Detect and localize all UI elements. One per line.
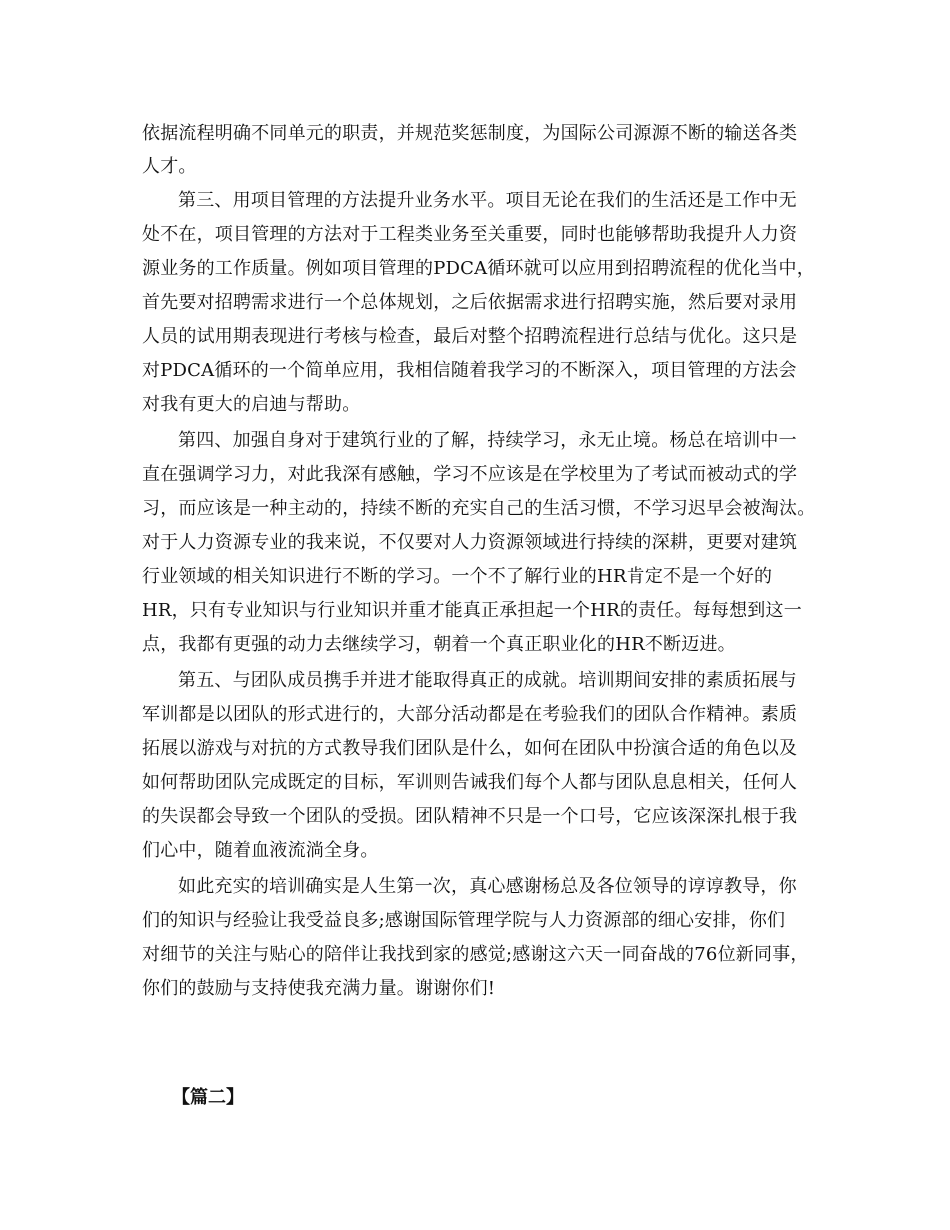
paragraph-line: 你们的鼓励与支持使我充满力量。谢谢你们! xyxy=(142,978,496,999)
paragraph-line: 们的知识与经验让我受益良多;感谢国际管理学院与人力资源部的细心安排，你们 xyxy=(142,910,786,931)
paragraph-line: 习，而应该是一种主动的，持续不断的充实自己的生活习惯，不学习迟早会被淘汰。 xyxy=(142,498,816,519)
paragraph-line: 如此充实的培训确实是人生第一次，真心感谢杨总及各位领导的谆谆教导，你 xyxy=(178,876,797,897)
paragraph-line: 人才。 xyxy=(142,156,197,177)
section-heading: 【篇二】 xyxy=(172,1087,244,1108)
paragraph-line: 们心中，随着血液流淌全身。 xyxy=(142,840,379,861)
paragraph-line: 第五、与团队成员携手并进才能取得真正的成就。培训期间安排的素质拓展与 xyxy=(178,670,797,691)
paragraph-line: 的失误都会导致一个团队的受损。团队精神不只是一个口号，它应该深深扎根于我 xyxy=(142,806,798,827)
paragraph-line: 第三、用项目管理的方法提升业务水平。项目无论在我们的生活还是工作中无 xyxy=(178,190,797,211)
paragraph-line: 军训都是以团队的形式进行的，大部分活动都是在考验我们的团队合作精神。素质 xyxy=(142,704,798,725)
paragraph-line: 点，我都有更强的动力去继续学习，朝着一个真正职业化的HR不断迈进。 xyxy=(142,634,736,655)
paragraph-line: 对我有更大的启迪与帮助。 xyxy=(142,394,361,415)
paragraph-line: 如何帮助团队完成既定的目标，军训则告诫我们每个人都与团队息息相关，任何人 xyxy=(142,772,798,793)
paragraph-line: 对于人力资源专业的我来说，不仅要对人力资源领域进行持续的深耕，更要对建筑 xyxy=(142,532,798,553)
paragraph-line: 对PDCA循环的一个简单应用，我相信随着我学习的不断深入，项目管理的方法会 xyxy=(142,360,797,381)
paragraph-line: 拓展以游戏与对抗的方式教导我们团队是什么，如何在团队中扮演合适的角色以及 xyxy=(142,738,798,759)
paragraph-line: 行业领域的相关知识进行不断的学习。一个不了解行业的HR肯定不是一个好的 xyxy=(142,566,773,587)
paragraph-line: 第四、加强自身对于建筑行业的了解，持续学习，永无止境。杨总在培训中一 xyxy=(178,430,797,451)
paragraph-line: 直在强调学习力，对此我深有感触，学习不应该是在学校里为了考试而被动式的学 xyxy=(142,464,798,485)
paragraph-line: 源业务的工作质量。例如项目管理的PDCA循环就可以应用到招聘流程的优化当中， xyxy=(142,258,815,279)
paragraph-line: 人员的试用期表现进行考核与检查，最后对整个招聘流程进行总结与优化。这只是 xyxy=(142,326,798,347)
paragraph-line: HR，只有专业知识与行业知识并重才能真正承担起一个HR的责任。每每想到这一 xyxy=(142,600,802,621)
paragraph-line: 对细节的关注与贴心的陪伴让我找到家的感觉;感谢这六天一同奋战的76位新同事， xyxy=(142,944,809,965)
paragraph-line: 首先要对招聘需求进行一个总体规划，之后依据需求进行招聘实施，然后要对录用 xyxy=(142,292,798,313)
paragraph-line: 依据流程明确不同单元的职责，并规范奖惩制度，为国际公司源源不断的输送各类 xyxy=(142,123,798,144)
paragraph-line: 处不在，项目管理的方法对于工程类业务至关重要，同时也能够帮助我提升人力资 xyxy=(142,224,798,245)
